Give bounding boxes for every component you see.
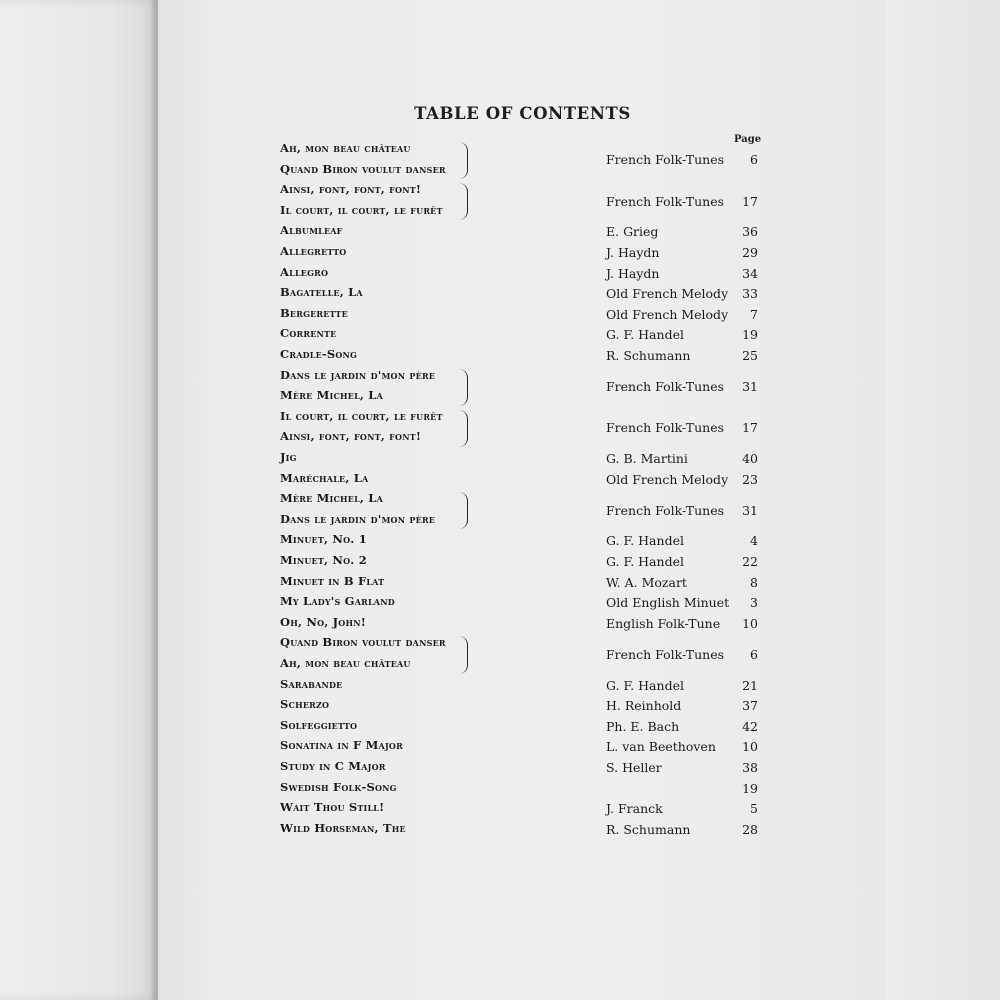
entry-composer: W. A. Mozart <box>606 574 687 590</box>
entry-composer: Old English Minuet <box>606 595 730 611</box>
entry-title: Sonatina in F Major <box>280 738 403 753</box>
entry-composer: French Folk-Tunes <box>606 378 725 394</box>
entry-composer: H. Reinhold <box>606 698 682 714</box>
entry-page-number: 40 <box>742 451 758 466</box>
grouping-brace <box>458 410 468 447</box>
entry-composer: Ph. E. Bach <box>606 718 680 734</box>
entry-composer: French Folk-Tunes <box>606 502 725 518</box>
grouping-brace <box>458 142 468 179</box>
entry-composer: G. B. Martini <box>606 451 688 466</box>
entry-composer: L. van Beethoven <box>606 739 716 755</box>
entry-page-number: 19 <box>742 780 758 796</box>
entry-title: Quand Biron voulut danser <box>280 635 446 650</box>
entry-composer: French Folk-Tunes <box>606 152 725 168</box>
entry-composer: G. F. Handel <box>606 533 684 549</box>
entry-title: Sarabande <box>280 676 343 691</box>
entry-page-number: 4 <box>750 533 758 549</box>
entry-composer: G. F. Handel <box>606 327 684 343</box>
entry-title: Ainsi, font, font, font! <box>280 182 422 197</box>
entry-title: Dans le jardin d'mon père <box>280 367 436 382</box>
entry-page-number: 28 <box>742 821 758 837</box>
entry-composer: Old French Melody <box>606 471 729 487</box>
page-column-label: Page <box>734 134 762 145</box>
entry-composer: S. Heller <box>606 760 662 775</box>
entry-title: Study in C Major <box>280 759 386 773</box>
entry-title: Quand Biron voulut danser <box>280 161 446 176</box>
entry-title: Dans le jardin d'mon père <box>280 511 436 526</box>
entry-page-number: 34 <box>742 265 758 281</box>
entry-page-number: 42 <box>742 718 758 734</box>
entry-page-number: 36 <box>742 224 758 240</box>
entry-title: Maréchale, La <box>280 470 369 485</box>
entry-title: Ah, mon beau château <box>280 656 411 670</box>
entry-title: Il court, il court, le furêt <box>280 408 443 423</box>
grouping-brace <box>458 369 468 406</box>
entry-page-number: 17 <box>742 193 758 209</box>
grouping-brace <box>458 183 468 220</box>
page-title: TABLE OF CONTENTS <box>414 104 631 123</box>
left-page <box>0 0 158 1000</box>
entry-title: Cradle-Song <box>280 347 358 361</box>
entry-title: My Lady's Garland <box>280 594 395 609</box>
entry-page-number: 7 <box>750 306 758 322</box>
entry-title: Minuet, No. 2 <box>280 553 367 567</box>
entry-title: Wild Horseman, The <box>280 820 406 835</box>
entry-page-number: 25 <box>742 348 758 363</box>
entry-page-number: 3 <box>750 595 758 611</box>
entry-page-number: 10 <box>742 739 758 755</box>
entry-title: Bergerette <box>280 305 348 320</box>
entry-page-number: 38 <box>742 760 758 775</box>
entry-page-number: 5 <box>750 801 758 817</box>
entry-page-number: 21 <box>742 677 758 693</box>
grouping-brace <box>458 492 468 529</box>
right-page <box>158 0 888 1000</box>
entry-composer: J. Haydn <box>606 265 660 281</box>
entry-title: Albumleaf <box>280 223 343 238</box>
page-edge <box>886 0 1000 1000</box>
entry-title: Bagatelle, La <box>280 285 363 300</box>
entry-composer: English Folk-Tune <box>606 615 721 631</box>
entry-composer: French Folk-Tunes <box>606 193 725 209</box>
entry-title: Swedish Folk-Song <box>280 779 397 794</box>
entry-page-number: 6 <box>750 152 758 168</box>
entry-title: Minuet, No. 1 <box>280 532 367 547</box>
entry-page-number: 17 <box>742 420 758 436</box>
entry-title: Oh, No, John! <box>280 614 367 629</box>
entry-title: Il court, il court, le furêt <box>280 202 443 217</box>
entry-composer: R. Schumann <box>606 821 691 837</box>
entry-page-number: 31 <box>742 378 758 394</box>
entry-page-number: 19 <box>742 327 758 343</box>
entry-composer: E. Grieg <box>606 224 659 240</box>
entry-composer: Old French Melody <box>606 286 729 302</box>
entry-composer: French Folk-Tunes <box>606 646 725 662</box>
entry-page-number: 23 <box>742 471 758 487</box>
entry-composer: French Folk-Tunes <box>606 420 725 436</box>
entry-title: Allegro <box>280 264 329 279</box>
entry-title: Minuet in B Flat <box>280 573 385 588</box>
entry-title: Ainsi, font, font, font! <box>280 429 422 444</box>
entry-title: Scherzo <box>280 697 330 712</box>
entry-page-number: 22 <box>742 554 758 569</box>
entry-composer: Old French Melody <box>606 306 729 322</box>
entry-page-number: 29 <box>742 245 758 260</box>
entry-title: Wait Thou Still! <box>280 800 385 815</box>
entry-title: Allegretto <box>280 244 347 258</box>
entry-page-number: 33 <box>742 286 758 302</box>
entry-title: Corrente <box>280 326 337 341</box>
entry-page-number: 8 <box>750 574 758 590</box>
entry-composer: J. Franck <box>606 801 663 817</box>
entry-composer: G. F. Handel <box>606 677 684 693</box>
entry-title: Solfeggietto <box>280 717 358 732</box>
entry-page-number: 10 <box>742 615 758 631</box>
entry-title: Mère Michel, La <box>280 388 383 403</box>
entry-composer: J. Haydn <box>606 245 660 260</box>
entry-title: Jig <box>280 450 297 464</box>
entry-title: Ah, mon beau château <box>280 141 411 155</box>
entry-page-number: 6 <box>750 646 758 662</box>
grouping-brace <box>458 636 468 673</box>
entry-page-number: 37 <box>742 698 758 714</box>
entry-page-number: 31 <box>742 502 758 518</box>
entry-composer: R. Schumann <box>606 348 691 363</box>
entry-title: Mère Michel, La <box>280 491 383 506</box>
entry-composer: G. F. Handel <box>606 554 684 569</box>
